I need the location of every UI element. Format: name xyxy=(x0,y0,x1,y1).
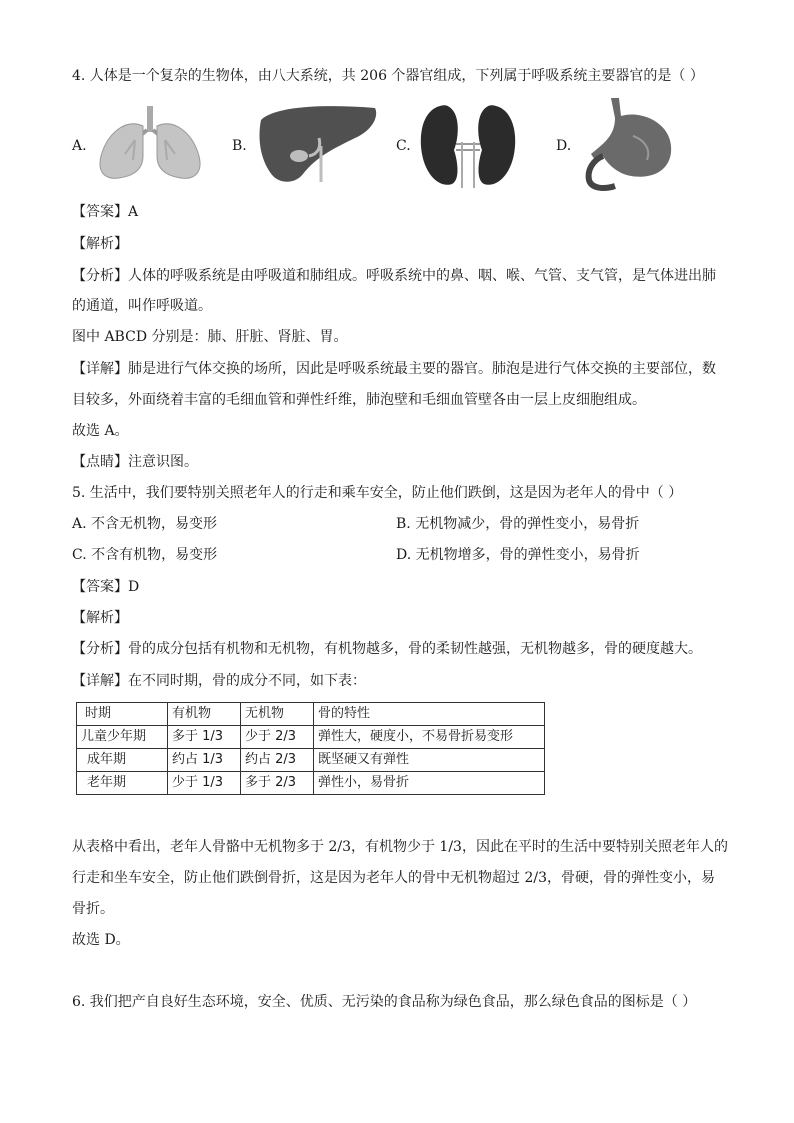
table-cell: 多于 1/3 xyxy=(168,726,241,749)
table-cell: 弹性大，硬度小，不易骨折易变形 xyxy=(314,726,545,749)
bone-composition-table xyxy=(76,702,545,795)
lungs-icon xyxy=(95,104,205,182)
q5-conclusion-line2: 行走和坐车安全，防止他们跌倒骨折，这是因为老年人的骨中无机物超过 2/3，骨硬，骨的弹性变小，易 xyxy=(72,870,715,886)
q5-option-d: D. 无机物增多，骨的弹性变小，易骨折 xyxy=(396,547,640,563)
q4-detail-line2: 目较多，外面绕着丰富的毛细血管和弹性纤维，肺泡壁和毛细血管壁各由一层上皮细胞组成。 xyxy=(72,392,646,408)
table-cell: 约占 1/3 xyxy=(168,749,241,772)
table-cell: 儿童少年期 xyxy=(77,726,168,749)
q4-option-c-label: C. xyxy=(396,138,411,154)
liver-icon xyxy=(255,100,381,186)
q5-detail-intro: 【详解】在不同时期，骨的成分不同，如下表： xyxy=(72,673,366,689)
table-row xyxy=(77,749,545,772)
table-cell: 多于 2/3 xyxy=(241,772,314,795)
q5-conclusion-line3: 骨折。 xyxy=(72,901,114,917)
table-cell: 老年期 xyxy=(77,772,168,795)
q4-answer: 【答案】A xyxy=(72,204,139,220)
q4-fenxi-line2: 的通道，叫作呼吸道。 xyxy=(72,298,212,314)
table-row xyxy=(77,772,545,795)
table-row xyxy=(77,726,545,749)
q4-option-a-label: A. xyxy=(72,138,87,154)
q5-choose: 故选 D。 xyxy=(72,932,130,948)
q4-fenxi-line1: 【分析】人体的呼吸系统是由呼吸道和肺组成。呼吸系统中的鼻、咽、喉、气管、支气管，是气体进出肺 xyxy=(72,268,716,284)
q4-fenxi-line3: 图中 ABCD 分别是：肺、肝脏、肾脏、胃。 xyxy=(72,329,348,345)
q4-choose: 故选 A。 xyxy=(72,423,129,439)
q4-option-d-label: D. xyxy=(556,138,572,154)
q5-option-b: B. 无机物减少，骨的弹性变小，易骨折 xyxy=(396,516,640,532)
q5-fenxi: 【分析】骨的成分包括有机物和无机物，有机物越多，骨的柔韧性越强，无机物越多，骨的硬度越大。 xyxy=(72,641,702,657)
q5-stem: 5. 生活中，我们要特别关照老年人的行走和乘车安全，防止他们跌倒，这是因为老年人的骨中（ ） xyxy=(72,485,683,501)
q4-option-b-label: B. xyxy=(232,138,247,154)
table-cell: 成年期 xyxy=(77,749,168,772)
q5-analysis-header: 【解析】 xyxy=(72,610,128,626)
table-header-cell: 骨的特性 xyxy=(314,703,545,726)
q4-analysis-header: 【解析】 xyxy=(72,236,128,252)
q4-dianjing: 【点睛】注意识图。 xyxy=(72,454,198,470)
table-header-row xyxy=(77,703,545,726)
q5-answer: 【答案】D xyxy=(72,579,140,595)
table-cell: 少于 1/3 xyxy=(168,772,241,795)
kidneys-icon xyxy=(418,102,518,190)
table-header-cell: 时期 xyxy=(77,703,168,726)
table-cell: 既坚硬又有弹性 xyxy=(314,749,545,772)
table-header-cell: 无机物 xyxy=(241,703,314,726)
q5-option-a: A. 不含无机物，易变形 xyxy=(72,516,218,532)
stomach-icon xyxy=(585,96,675,192)
table-header-cell: 有机物 xyxy=(168,703,241,726)
q4-stem: 4. 人体是一个复杂的生物体，由八大系统，共 206 个器官组成，下列属于呼吸系统主要器官的是（ ） xyxy=(72,68,704,84)
table-cell: 弹性小，易骨折 xyxy=(314,772,545,795)
table-cell: 少于 2/3 xyxy=(241,726,314,749)
q4-detail-line1: 【详解】肺是进行气体交换的场所，因此是呼吸系统最主要的器官。肺泡是进行气体交换的主要部位，数 xyxy=(72,361,716,377)
q5-option-c: C. 不含有机物，易变形 xyxy=(72,547,218,563)
table-cell: 约占 2/3 xyxy=(241,749,314,772)
q5-conclusion-line1: 从表格中看出，老年人骨骼中无机物多于 2/3，有机物少于 1/3，因此在平时的生活中要特别关照老年人的 xyxy=(72,839,728,855)
q6-stem: 6. 我们把产自良好生态环境，安全、优质、无污染的食品称为绿色食品，那么绿色食品的图标是（ ） xyxy=(72,994,697,1010)
